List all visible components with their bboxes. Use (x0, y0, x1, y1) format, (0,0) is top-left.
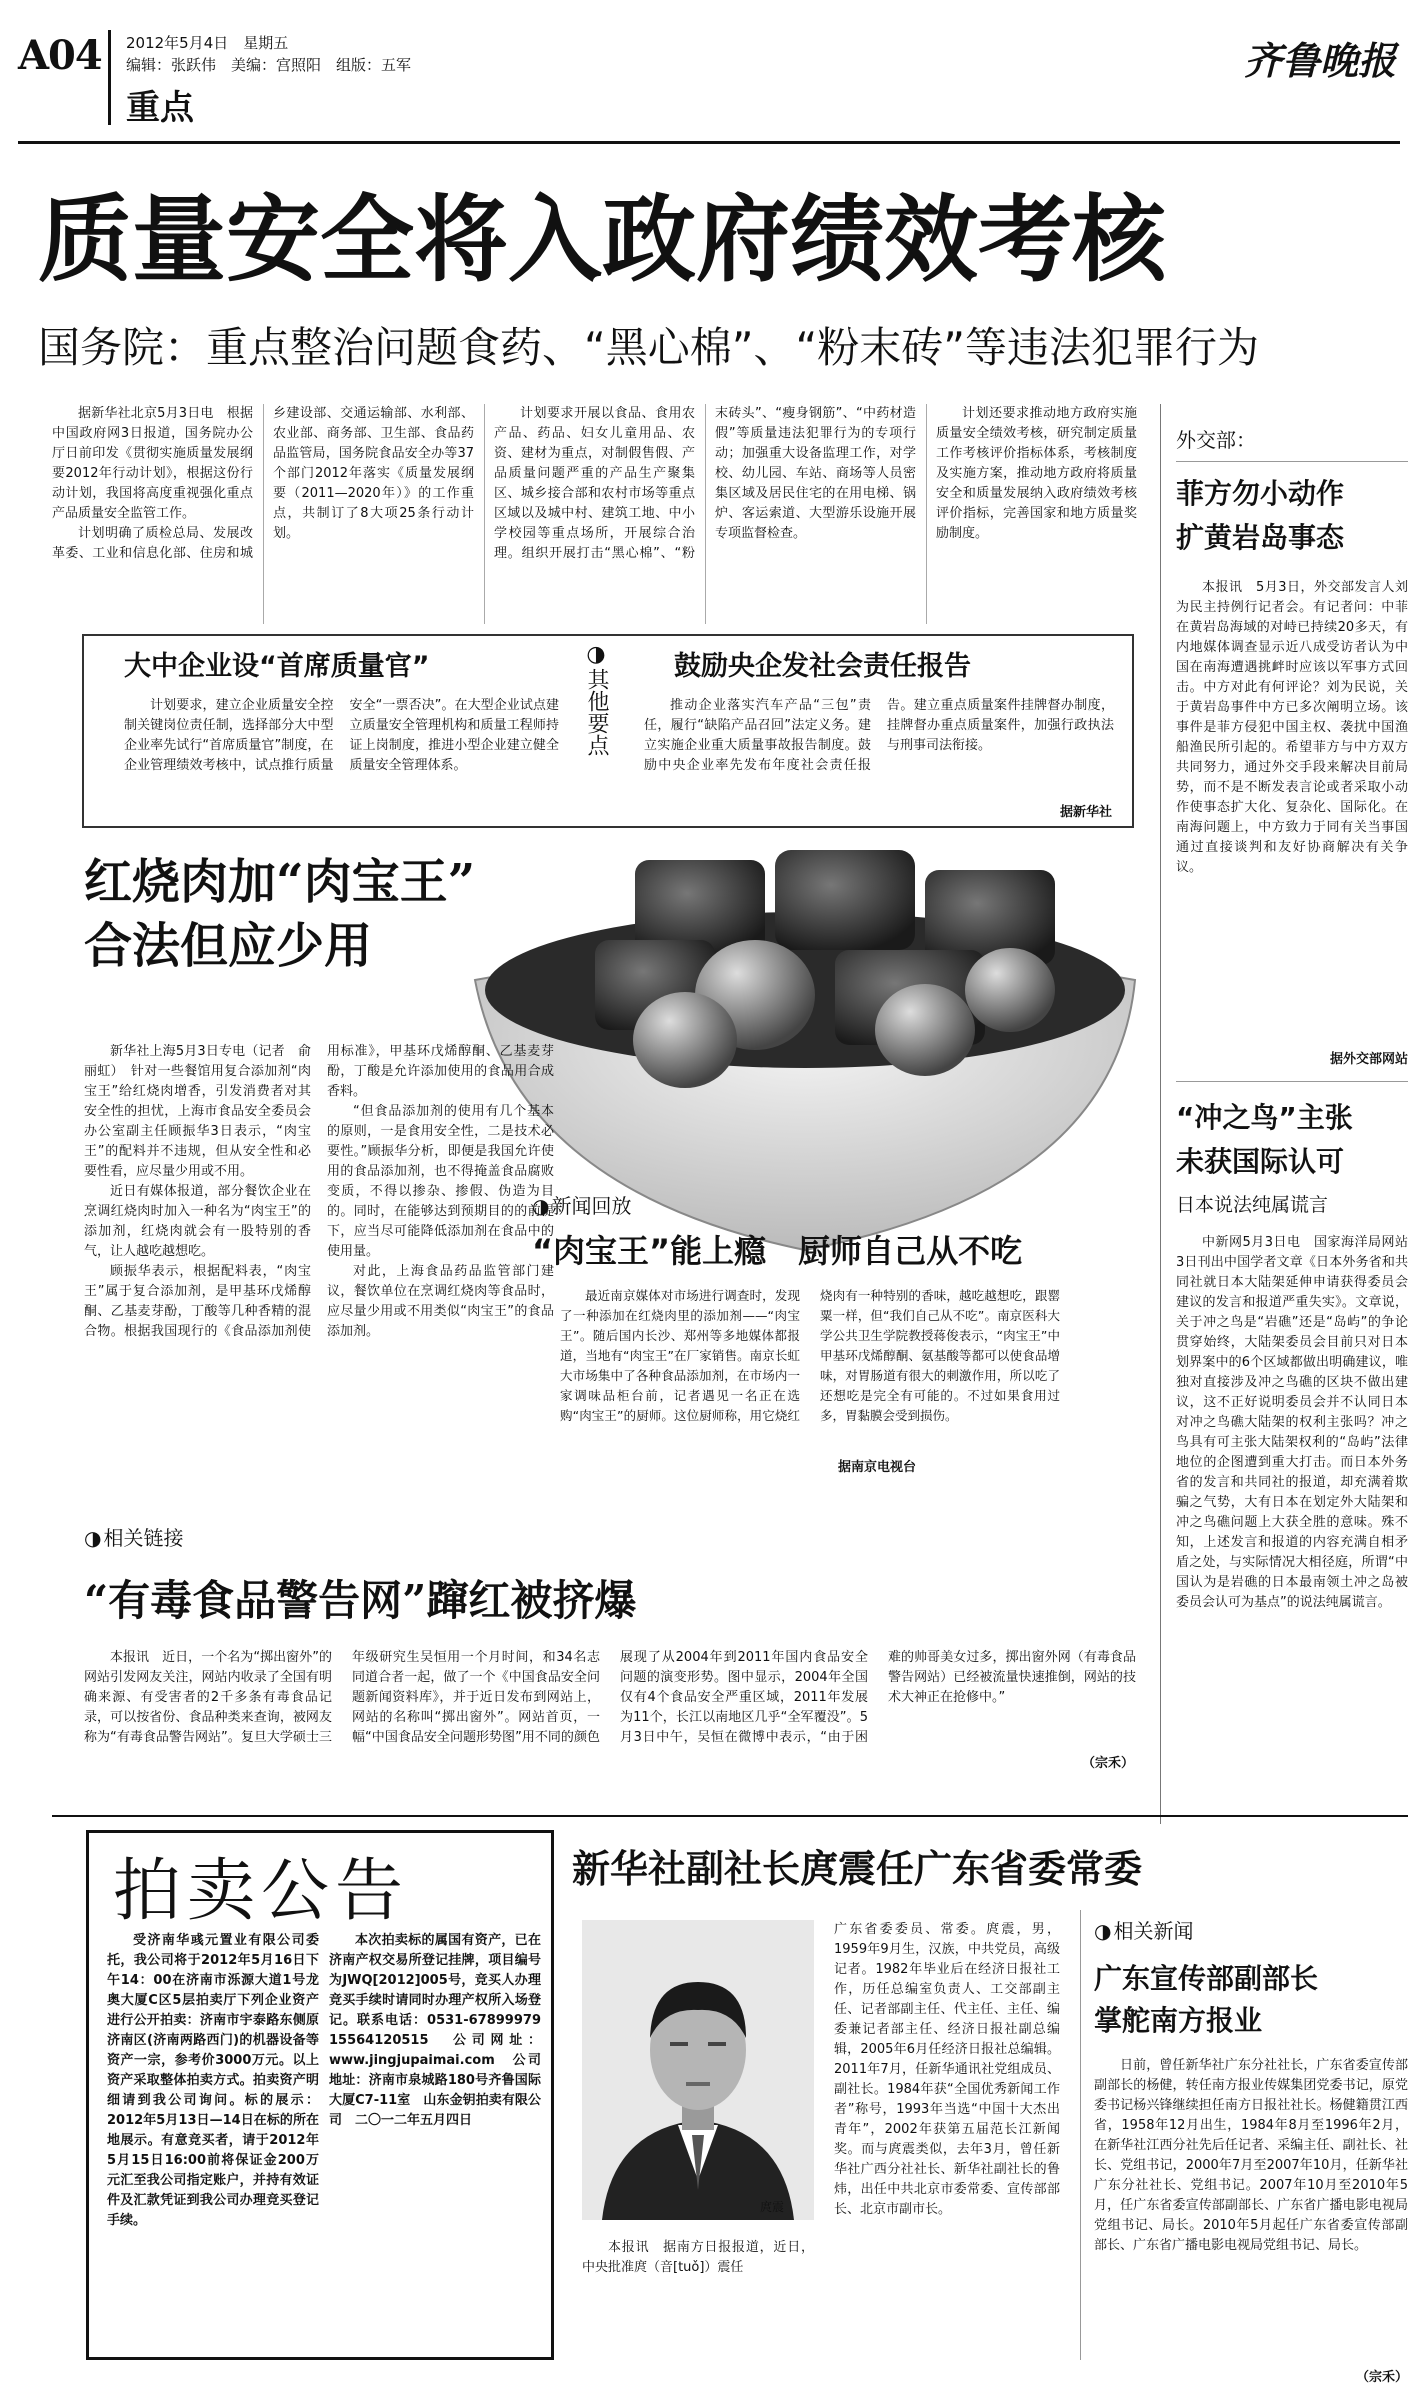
related-news-line1: 广东宣传部副部长 (1094, 1962, 1319, 1995)
sidebar-story2-subhead: 日本说法纯属谎言 (1176, 1194, 1329, 1216)
news-review-tag: ◑ 新闻回放 (532, 1190, 631, 1219)
related-link-headline: “有毒食品警告网”蹿红被挤爆 (84, 1576, 637, 1625)
pork-paragraph: 顾振华表示，根据配料表，“肉宝王”属于复合添加剂，是甲基环戊烯醇酮、乙基麦芽酚，丁酸等几种香精的混合物。根据我国现行的《食品添加剂使用标准》，甲基环戊烯醇酮、乙基麦芽酚，丁酸是允许添加使用的食品用合成香料。 (84, 1044, 554, 1339)
portrait-photo (582, 1920, 814, 2220)
pork-paragraph: 近日有媒体报道，部分餐饮企业在烹调红烧肉时加入一种名为“肉宝王”的添加剂，红烧肉就会有一股特别的香气，让人越吃越想吃。 (84, 1184, 311, 1259)
related-news-divider (1080, 1910, 1081, 2360)
pork-headline (84, 850, 475, 978)
other-points-right-text: 推动企业落实汽车产品“三包”责任，履行“缺陷产品召回”法定义务。建立实施企业重大质量事故报告制度。鼓励中央企业率先发布年度社会责任报告。建立重点质量案件挂牌督办制度，挂牌督办重点质量案件，加强行政执法与刑事司法衔接。 (644, 698, 1114, 773)
xinhua-body-lead (582, 2238, 814, 2358)
other-points-label-text: 其他要点 (584, 668, 609, 756)
sidebar-kicker-rule (1176, 461, 1408, 462)
sidebar-headline-line2: 扩黄岩岛事态 (1176, 521, 1345, 554)
half-circle-icon: ◑ (586, 642, 606, 667)
sidebar-story2-text: 中新网5月3日电 国家海洋局网站3日刊出中国学者文章《日本外务省和共同社就日本大陆架延伸申请获得委员会建议的发言和报道严重失实》。文章说，关于冲之鸟是“岩礁”还是“岛屿”的争论贯穿始终，大陆架委员会目前只对日本划界案中的6个区域都做出明确建议，唯独对直接涉及冲之鸟礁的区块不做出建议，这不正好说明委员会并不认同日本对冲之鸟礁大陆架的权利主张吗？冲之鸟具有可主张大陆架权利的“岛屿”法律地位的企图遭到重大打击。而日本外务省的发言和共同社的报道，却充满着欺骗之气势，大有日本在划定外大陆架和冲之鸟礁问题上大获全胜的意味。殊不知，上述发言和报道的内容充满自相矛盾之处，与实际情况大相径庭，所谓“中国认为是岩礁的日本最南领土冲之岛被委员会认可为基点”的说法纯属谎言。 (1176, 1235, 1408, 1610)
sidebar-story2-line1: “冲之鸟”主张 (1176, 1101, 1353, 1134)
sidebar (1176, 404, 1408, 1823)
sidebar-body (1176, 578, 1408, 1048)
other-points-left-title: 大中企业设“首席质量官” (124, 651, 430, 682)
other-points-left-body (124, 696, 559, 821)
pork-body (84, 1042, 554, 1467)
issue-date: 2012年5月4日 星期五 (126, 34, 289, 52)
related-news-credit: （宗禾） (1355, 2370, 1408, 2385)
pork-paragraph: 对此，上海食品药品监管部门建议，餐饮单位在烹调红烧肉等食品时，应尽量少用或不用类似“肉宝王”的食品添加剂。 (327, 1264, 554, 1339)
lead-paragraph: 计划明确了质检总局、发展改革委、工业和信息化部、住房和城乡建设部、交通运输部、水利部、农业部、商务部、卫生部、食品药品监管局，国务院食品安全办等37个部门2012年落实《质量发展纲要（2011—2020年）》的工作重点，共制订了8大项25条行动计划。 (52, 406, 474, 561)
pork-headline-line2: 合法但应少用 (84, 918, 373, 974)
related-link-body (84, 1648, 1136, 1798)
related-news-line2: 掌舵南方报业 (1094, 2004, 1263, 2037)
sidebar-story2-headline (1176, 1096, 1408, 1184)
section-name: 重点 (126, 88, 194, 128)
related-news-text: 日前，曾任新华社广东分社社长，广东省委宣传部副部长的杨健，转任南方报业传媒集团党委书记，原党委书记杨兴锋继续担任南方日报社社长。杨健籍贯江西省，1958年12月出生，1984年8月至1996年2月，在新华社江西分社先后任记者、采编主任、副社长、社长、党组书记，2000年7月至2007年10月，任新华社广东分社社长、党组书记。2007年10月至2010年5月，任广东省委宣传部副部长、广东省广播电影电视局党组书记、局长。2010年5月起任广东省委宣传部副部长、广东省广播电影电视局党组书记、局长。 (1094, 2058, 1408, 2253)
auction-left-text: 受济南华彧元置业有限公司委托，我公司将于2012年5月16日下午14：00在济南市泺源大道1号龙奥大厦C区5层拍卖厅下列企业资产进行公开拍卖：济南市宇泰路东侧原济南区(济南两路西门)的机器设备等资产一宗，参考价3000万元。以上资产采取整体拍卖方式。拍卖资产明细请到我公司询问。标的展示：2012年5月13日—14日在标的所在地展示。有意竞买者，请于2012年5月15日16:00前将保证金200万元汇至我公司指定账户，并持有效证件及汇款凭证到我公司办理竞买登记手续。 (107, 1933, 319, 2228)
masthead-rule (18, 141, 1400, 144)
sidebar-headline (1176, 472, 1408, 560)
lead-paragraph: 计划要求开展以食品、食用农产品、药品、妇女儿童用品、农资、建材为重点，对制假售假、产品质量问题严重的产品生产聚集区、城乡接合部和农村市场等重点区域以及城中村、建筑工地、中小学校园等重点场所，开展综合治理。组织开展打击“黑心棉”、“粉末砖头”、“瘦身钢筋”、“中药材造假”等质量违法犯罪行为的专项行动；加强重大设备监理工作，对学校、幼儿园、车站、商场等人员密集区域及居民住宅的在用电梯、锅炉、客运索道、大型游乐设施开展专项监督检查。 (494, 406, 916, 561)
other-points-credit: 据新华社 (1059, 805, 1112, 820)
related-link-text: 本报讯 近日，一个名为“掷出窗外”的网站引发网友关注，网站内收录了全国有明确来源、有受害者的2千多条有毒食品记录，可以按省份、食品种类来查询，被网友称为“有毒食品警告网站”。复旦大学硕士三年级研究生吴恒用一个月时间，和34名志同道合者一起，做了一个《中国食品安全问题新闻资料库》，并于近日发布到网站上，网站的名称叫“掷出窗外”。网站首页，一幅“中国食品安全问题形势图”用不同的颜色展现了从2004年到2011年国内食品安全问题的演变形势。图中显示，2004年全国仅有4个食品安全严重区域，2011年发展为11个，长江以南地区几乎“全军覆没”。5月3日中午，吴恒在微博中表示，“由于困难的帅哥美女过多，掷出窗外网（有毒食品警告网站）已经被流量快速推倒，网站的技术大神正在抢修中。” (84, 1650, 1136, 1745)
xinhua-lead-text: 本报讯 据南方日报报道，近日，中央批准庹（音[tuǒ]）震任 (582, 2240, 814, 2275)
sidebar-story-rule (1176, 1081, 1408, 1082)
lead-headline: 质量安全将入政府绩效考核 (38, 185, 1167, 295)
other-points-label (576, 642, 616, 756)
editor-credits: 编辑：张跃伟 美编：宫照阳 组版：五军 (126, 56, 412, 74)
masthead (18, 30, 1400, 135)
xinhua-text: 广东省委委员、常委。庹震，男，1959年9月生，汉族，中共党员，高级记者。1982年毕业后在经济日报社工作，历任总编室负责人、工交部副主任、记者部副主任、代主任、主任、编委兼记者部主任、经济日报社副总编辑，2005年6月任经济日报社总编辑。2011年7月，任新华通讯社党组成员、副社长。1984年获“全国优秀新闻工作者”称号，1993年当选“中国十大杰出青年”，2002年获第五届范长江新闻奖。而与庹震类似，去年3月，曾任新华社广西分社社长、新华社副社长的鲁炜，出任中共北京市委常委、宣传部部长、北京市副市长。 (834, 1922, 1060, 2217)
lead-body (52, 404, 1137, 624)
auction-body-left (107, 1931, 319, 2351)
related-link-tag: ◑ 相关链接 (84, 1522, 183, 1551)
other-points-right-body (644, 696, 1114, 806)
portrait-caption: 庹震 (760, 2200, 785, 2214)
related-news-tag: ◑ 相关新闻 (1094, 1915, 1408, 1944)
news-review-credit: 据南京电视台 (838, 1460, 917, 1475)
sidebar-credit: 据外交部网站 (1329, 1052, 1408, 1067)
news-review-headline: “肉宝王”能上瘾 厨师自己从不吃 (532, 1232, 1023, 1270)
xinhua-headline: 新华社副社长庹震任广东省委常委 (572, 1846, 1143, 1891)
xinhua-body (834, 1920, 1060, 2360)
auction-title: 拍卖公告 (113, 1852, 410, 1931)
news-review-body (560, 1286, 1060, 1461)
lead-subheadline: 国务院：重点整治问题食药、“黑心棉”、“粉末砖”等违法犯罪行为 (38, 323, 1260, 372)
auction-body-right (329, 1931, 555, 2351)
sidebar-kicker: 外交部： (1176, 428, 1256, 452)
page-number: A04 (18, 32, 102, 79)
sidebar-story2-body (1176, 1233, 1408, 1823)
other-points-left-text: 计划要求，建立企业质量安全控制关键岗位责任制，选择部分大中型企业率先试行“首席质量官”制度，在企业管理绩效考核中，试点推行质量安全“一票否决”。在大型企业试点建立质量安全管理机构和质量工程师持证上岗制度，推进小型企业建立健全质量安全管理体系。 (124, 698, 559, 773)
pork-headline-line1: 红烧肉加“肉宝王” (84, 854, 476, 910)
related-link-credit: （宗禾） (1078, 1752, 1134, 1771)
other-points-right-title: 鼓励央企发社会责任报告 (674, 651, 971, 682)
related-news-body (1094, 2056, 1408, 2366)
lead-paragraph: 计划还要求推动地方政府实施质量安全绩效考核，研究制定质量工作考核评价指标体系，考核制度及实施方案，推动地方政府将质量安全和质量发展纳入政府绩效考核评价指标，完善国家和地方质量奖励制度。 (936, 406, 1137, 541)
pork-paragraph: “但食品添加剂的使用有几个基本的原则，一是食用安全性，二是技术必要性。”顾振华分析，即便是我国允许使用的食品添加剂，也不得掩盖食品腐败变质，不得以掺杂、掺假、伪造为目的。同时，在能够达到预期目的的前提下，应当尽可能降低添加剂在食品中的使用量。 (327, 1104, 554, 1259)
auction-notice (86, 1830, 554, 2360)
sidebar-headline-line1: 菲方勿小动作 (1176, 477, 1345, 510)
pork-paragraph: 新华社上海5月3日专电（记者 俞丽虹） 针对一些餐馆用复合添加剂“肉宝王”给红烧肉增香，引发消费者对其安全性的担忧，上海市食品安全委员会办公室副主任顾振华3日表示，“肉宝王”的配料并不违规，但从安全性和必要性看，应尽量少用或不用。 (84, 1044, 311, 1179)
lead-paragraph: 据新华社北京5月3日电 根据中国政府网3日报道，国务院办公厅日前印发《贯彻实施质量发展纲要2012年行动计划》，根据这份行动计划，我国将高度重视强化重点产品质量安全监管工作。 (52, 406, 253, 521)
bottom-section-rule (52, 1815, 1408, 1817)
related-news (1094, 1915, 1408, 2385)
masthead-divider (108, 30, 111, 125)
other-points-box (82, 634, 1134, 828)
sidebar-divider (1160, 404, 1161, 1824)
sidebar-story2-line2: 未获国际认可 (1176, 1145, 1345, 1178)
news-review-text: 最近南京媒体对市场进行调查时，发现了一种添加在红烧肉里的添加剂——“肉宝王”。随后国内长沙、郑州等多地媒体都报道，当地有“肉宝王”在厂家销售。南京长虹大市场集中了各种食品添加剂，在市场内一家调味品柜台前，记者遇见一名正在选购“肉宝王”的厨师。这位厨师称，用它烧红烧肉有一种特别的香味，越吃越想吃，跟罂粟一样，但“我们自己从不吃”。南京医科大学公共卫生学院教授蒋俊表示，“肉宝王”中甲基环戊烯醇酮、氨基酸等都可以使食品增味，对胃肠道有很大的刺激作用，所以吃了还想吃是完全有可能的。不过如果食用过多，胃黏膜会受到损伤。 (560, 1288, 1060, 1423)
related-news-headline (1094, 1958, 1408, 2042)
newspaper-logo: 齐鲁晚报 (1243, 38, 1396, 83)
auction-right-text: 本次拍卖标的属国有资产，已在济南产权交易所登记挂牌，项目编号为JWQ[2012]005号，竞买人办理竞买手续时请同时办理产权所入场登记。联系电话：0531-67899979 15564120515 公司网址：www.jingjupaimai.com 公司地址：济南市泉城路180号齐鲁国际大厦C7-11室 山东金钥拍卖有限公司 二〇一二年五月四日 (329, 1933, 555, 2128)
sidebar-text: 本报讯 5月3日，外交部发言人刘为民主持例行记者会。有记者问：中菲在黄岩岛海域的对峙已持续20多天，有内地媒体调查显示近八成受访者认为中国在南海遭遇挑衅时应该以军事方式回击。中方对此有何评论？刘为民说，关于黄岩岛事件中方已多次阐明立场。该事件是菲方侵犯中国主权、袭扰中国渔船渔民所引起的。希望菲方与中方双方共同努力，通过外交手段来解决目前局势，而不是不断发表言论或者采取小动作使事态扩大化、复杂化、国际化。在南海问题上，中方致力于同有关当事国通过直接谈判和友好协商解决有关争议。 (1176, 580, 1408, 875)
